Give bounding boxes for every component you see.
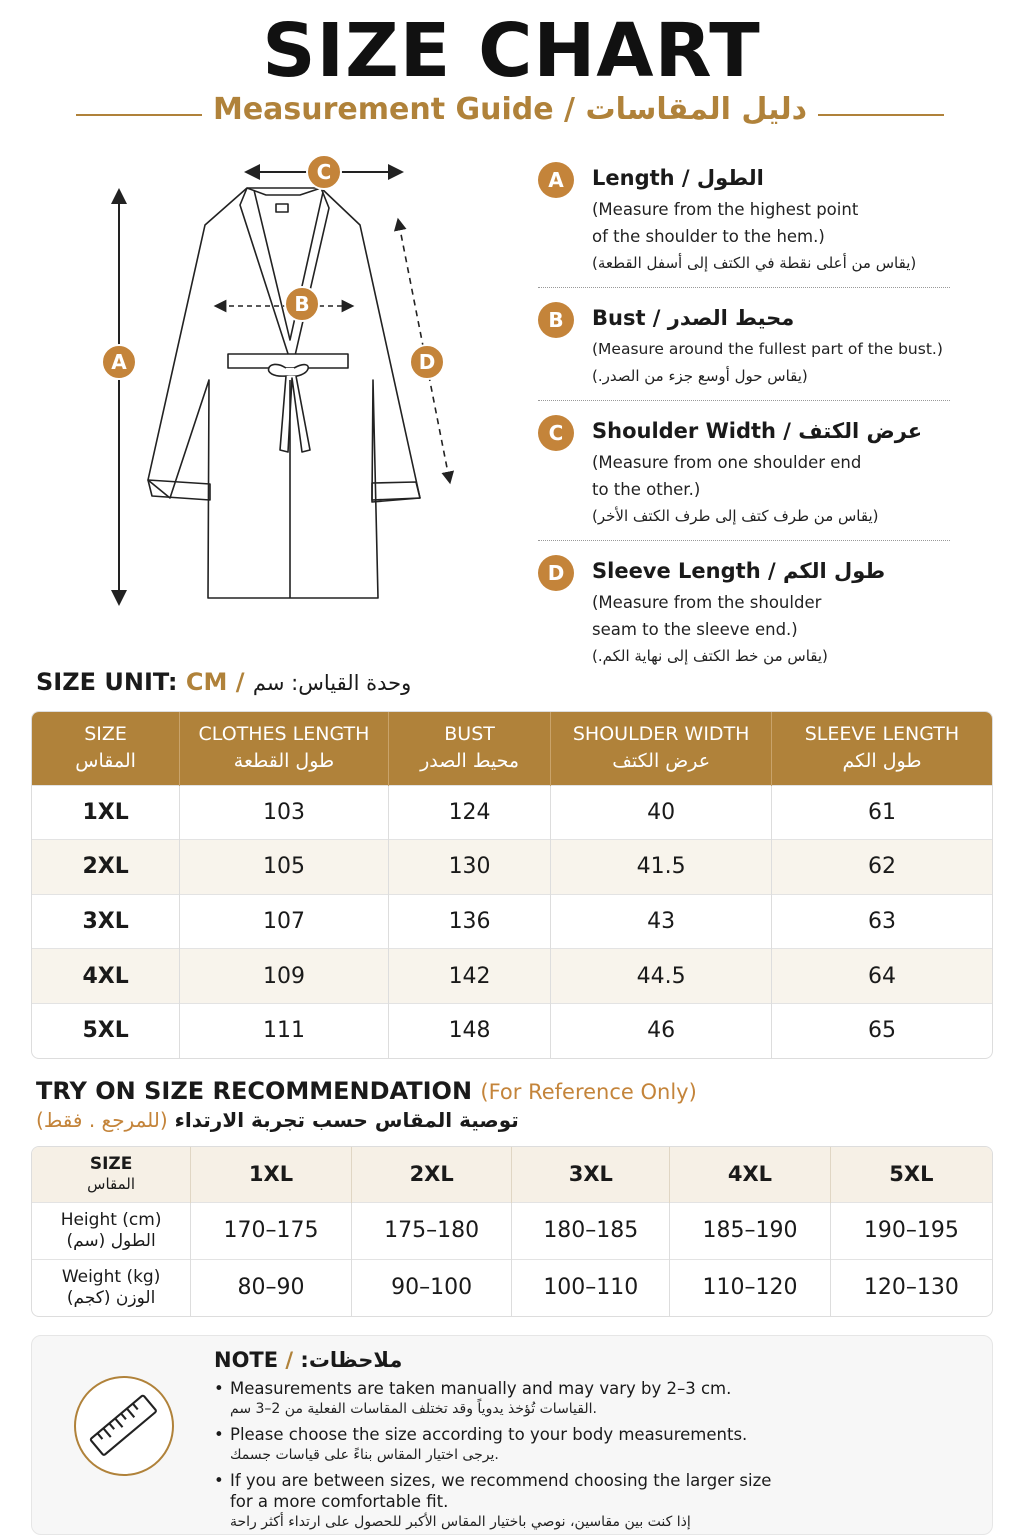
legend-divider bbox=[538, 540, 950, 541]
table-cell: 63 bbox=[771, 894, 992, 949]
legend-item-sleeve bbox=[538, 553, 950, 670]
badge-c-label: C bbox=[316, 160, 332, 184]
table-cell: 130 bbox=[388, 840, 551, 895]
legend-title: Bust / محيط الصدر bbox=[592, 306, 795, 330]
badge-c: C bbox=[538, 415, 574, 451]
note-item: • Please choose the size according to your body measurements. bbox=[214, 1425, 748, 1444]
table-cell: 41.5 bbox=[551, 840, 772, 895]
table-cell: 105 bbox=[180, 840, 389, 895]
try-on-ref: (For Reference Only) bbox=[480, 1080, 697, 1104]
table-cell: 5XL bbox=[32, 1003, 180, 1058]
badge-d-label: D bbox=[418, 350, 436, 374]
legend-desc: (Measure from one shoulder end bbox=[592, 453, 862, 472]
col-header-length: CLOTHES LENGTH طول القطعة bbox=[180, 712, 389, 785]
legend-title: Sleeve Length / طول الكم bbox=[592, 559, 886, 583]
legend-desc: (Measure from the shoulder bbox=[592, 593, 822, 612]
try-on-title-ar-text: توصية المقاس حسب تجربة الارتداء bbox=[174, 1108, 519, 1132]
col-header-shoulder: SHOULDER WIDTH عرض الكتف bbox=[551, 712, 772, 785]
note-item-ar: القياسات تُؤخذ يدوياً وقد تختلف المقاسات الفعلية من 2–3 سم. bbox=[230, 1401, 597, 1417]
table-cell: 170–175 bbox=[191, 1202, 352, 1259]
page-subtitle: Measurement Guide / دليل المقاسات bbox=[212, 92, 808, 127]
note-item-cont: for a more comfortable fit. bbox=[230, 1492, 449, 1511]
badge-d: D bbox=[538, 555, 574, 591]
col-header-bust: BUST محيط الصدر bbox=[388, 712, 551, 785]
col-header-size: SIZE المقاس bbox=[32, 712, 180, 785]
table-cell: 4XL bbox=[32, 949, 180, 1004]
note-item-ar: إذا كنت بين مقاسين، نوصي باختيار المقاس الأكبر للحصول على ارتداء أكثر راحة bbox=[230, 1514, 691, 1530]
row-label-weight: Weight (kg) (الوزن (كجم bbox=[32, 1259, 191, 1316]
table-cell: 142 bbox=[388, 949, 551, 1004]
size-unit-label: SIZE UNIT: bbox=[36, 668, 178, 696]
table-cell: 2XL bbox=[32, 840, 180, 895]
divider-right bbox=[818, 114, 944, 116]
legend-divider bbox=[538, 287, 950, 288]
size-unit bbox=[36, 668, 411, 696]
table-cell: 120–130 bbox=[830, 1259, 992, 1316]
table-cell: 44.5 bbox=[551, 949, 772, 1004]
table-cell: 65 bbox=[771, 1003, 992, 1058]
legend-item-shoulder bbox=[538, 413, 950, 530]
badge-a: A bbox=[538, 162, 574, 198]
table-cell: 3XL bbox=[32, 894, 180, 949]
size-unit-value: CM / bbox=[185, 668, 245, 696]
note-item: • Measurements are taken manually and may vary by 2–3 cm. bbox=[214, 1379, 732, 1398]
col-header-5xl: 5XL bbox=[830, 1147, 992, 1202]
measurement-legend bbox=[538, 160, 950, 670]
try-on-title-text: TRY ON SIZE RECOMMENDATION bbox=[36, 1077, 473, 1105]
note-box bbox=[31, 1335, 993, 1535]
recommendation-table bbox=[31, 1146, 993, 1317]
table-cell: 180–185 bbox=[512, 1202, 670, 1259]
note-item: • If you are between sizes, we recommend choosing the larger size bbox=[214, 1471, 772, 1490]
table-row bbox=[32, 840, 992, 895]
robe-diagram bbox=[90, 150, 490, 610]
table-cell: 103 bbox=[180, 785, 389, 840]
table-cell: 80–90 bbox=[191, 1259, 352, 1316]
page-title: SIZE CHART bbox=[262, 8, 761, 94]
robe-outline bbox=[148, 188, 420, 598]
table-cell: 61 bbox=[771, 785, 992, 840]
size-unit-ar: وحدة القياس: سم bbox=[252, 671, 412, 695]
divider-left bbox=[76, 114, 202, 116]
table-cell: 136 bbox=[388, 894, 551, 949]
table-cell: 190–195 bbox=[830, 1202, 992, 1259]
table-cell: 111 bbox=[180, 1003, 389, 1058]
table-cell: 148 bbox=[388, 1003, 551, 1058]
badge-a-label: A bbox=[111, 350, 127, 374]
ruler-icon bbox=[74, 1376, 174, 1476]
legend-desc-ar: (يقاس من طرف كتف إلى طرف الكتف الأخر) bbox=[592, 507, 879, 525]
table-row bbox=[32, 894, 992, 949]
note-list bbox=[214, 1378, 814, 1537]
try-on-ref-ar: (للمرجع . فقط) bbox=[36, 1108, 168, 1132]
legend-desc-ar: (يقاس من أعلى نقطة في الكتف إلى أسفل القطعة) bbox=[592, 254, 917, 272]
legend-desc: of the shoulder to the hem.) bbox=[592, 227, 825, 246]
table-cell: 100–110 bbox=[512, 1259, 670, 1316]
legend-item-length bbox=[538, 160, 950, 277]
try-on-title bbox=[36, 1077, 697, 1105]
col-header-sleeve: SLEEVE LENGTH طول الكم bbox=[771, 712, 992, 785]
note-item-ar: يرجى اختيار المقاس بناءً على قياسات جسمك. bbox=[230, 1447, 499, 1463]
badge-b: B bbox=[538, 302, 574, 338]
legend-desc: to the other.) bbox=[592, 480, 701, 499]
legend-desc-ar: (يقاس من خط الكتف إلى نهاية الكم.) bbox=[592, 647, 828, 665]
recommendation-header bbox=[32, 1147, 992, 1202]
note-title: NOTE / :ملاحظات bbox=[214, 1348, 403, 1372]
subtitle-row bbox=[0, 92, 1023, 136]
table-cell: 185–190 bbox=[670, 1202, 831, 1259]
legend-desc: (Measure from the highest point bbox=[592, 200, 859, 219]
table-cell: 109 bbox=[180, 949, 389, 1004]
size-table-header bbox=[32, 712, 992, 785]
table-cell: 43 bbox=[551, 894, 772, 949]
table-cell: 110–120 bbox=[670, 1259, 831, 1316]
table-row-weight bbox=[32, 1259, 992, 1316]
col-header-1xl: 1XL bbox=[191, 1147, 352, 1202]
table-row bbox=[32, 949, 992, 1004]
size-table bbox=[31, 711, 993, 1059]
legend-title: Shoulder Width / عرض الكتف bbox=[592, 419, 923, 443]
legend-item-bust bbox=[538, 300, 950, 390]
table-row-height bbox=[32, 1202, 992, 1259]
try-on-title-ar bbox=[36, 1108, 519, 1132]
legend-desc: (Measure around the fullest part of the bust.) bbox=[592, 340, 943, 358]
table-row bbox=[32, 785, 992, 840]
row-label-height: Height (cm) (الطول (سم bbox=[32, 1202, 191, 1259]
table-cell: 124 bbox=[388, 785, 551, 840]
table-cell: 90–100 bbox=[351, 1259, 512, 1316]
table-cell: 1XL bbox=[32, 785, 180, 840]
legend-desc: seam to the sleeve end.) bbox=[592, 620, 798, 639]
table-cell: 40 bbox=[551, 785, 772, 840]
legend-desc-ar: (يقاس حول أوسع جزء من الصدر.) bbox=[592, 367, 808, 385]
col-header-3xl: 3XL bbox=[512, 1147, 670, 1202]
legend-title: Length / الطول bbox=[592, 166, 764, 190]
table-cell: 62 bbox=[771, 840, 992, 895]
table-cell: 64 bbox=[771, 949, 992, 1004]
col-header-size: SIZE المقاس bbox=[32, 1147, 191, 1202]
col-header-2xl: 2XL bbox=[351, 1147, 512, 1202]
table-cell: 175–180 bbox=[351, 1202, 512, 1259]
table-cell: 107 bbox=[180, 894, 389, 949]
legend-divider bbox=[538, 400, 950, 401]
col-header-4xl: 4XL bbox=[670, 1147, 831, 1202]
table-cell: 46 bbox=[551, 1003, 772, 1058]
badge-b-label: B bbox=[294, 292, 310, 316]
table-row bbox=[32, 1003, 992, 1058]
